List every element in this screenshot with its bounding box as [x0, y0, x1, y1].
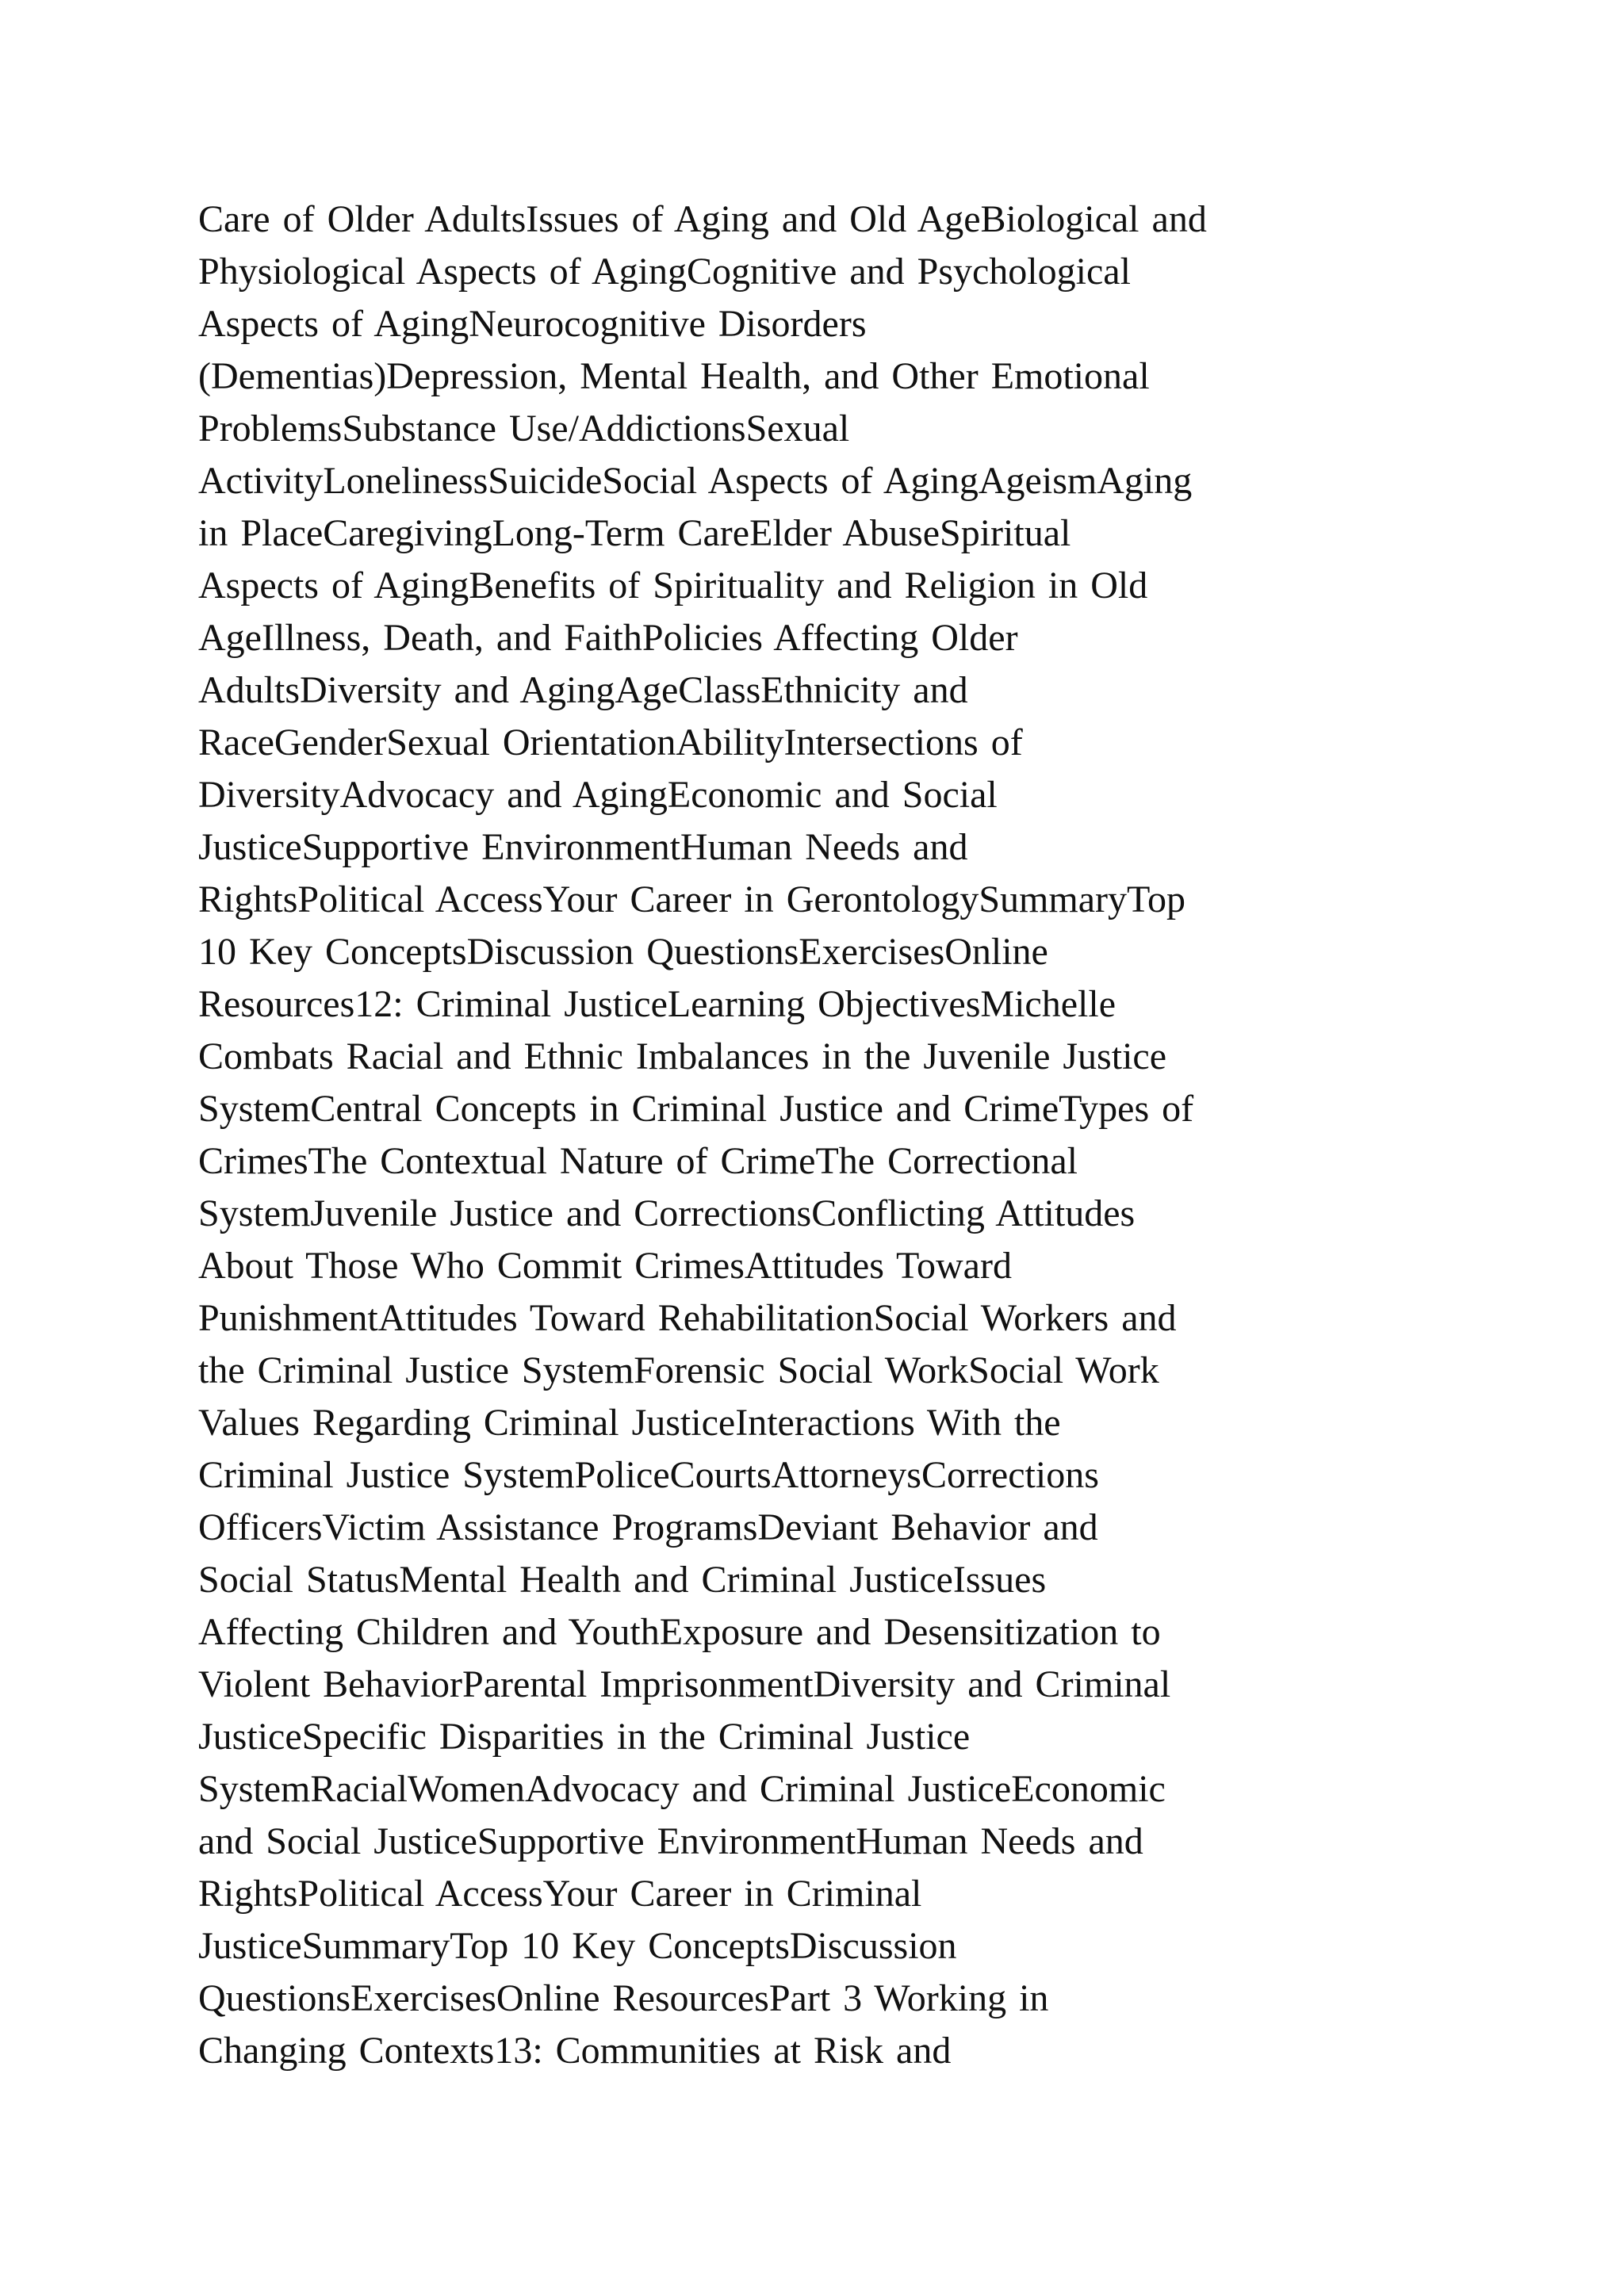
text-line: Combats Racial and Ethnic Imbalances in the Juvenile Justice	[198, 1035, 1167, 1077]
text-line: Changing Contexts13: Communities at Risk and	[198, 2030, 952, 2072]
text-line: ActivityLonelinessSuicideSocial Aspects of AgingAgeismAging	[198, 460, 1193, 502]
text-line: (Dementias)Depression, Mental Health, and Other Emotional	[198, 355, 1150, 397]
text-line: About Those Who Commit CrimesAttitudes Toward	[198, 1245, 1012, 1287]
text-line: RightsPolitical AccessYour Career in Criminal	[198, 1873, 922, 1915]
text-line: SystemRacialWomenAdvocacy and Criminal JusticeEconomic	[198, 1768, 1166, 1810]
text-line: Violent BehaviorParental ImprisonmentDiversity and Criminal	[198, 1663, 1171, 1705]
text-line: Criminal Justice SystemPoliceCourtsAttorneysCorrections	[198, 1454, 1099, 1496]
text-line: ProblemsSubstance Use/AddictionsSexual	[198, 408, 850, 450]
text-line: Care of Older AdultsIssues of Aging and Old AgeBiological and	[198, 198, 1207, 240]
text-line: QuestionsExercisesOnline ResourcesPart 3 Working in	[198, 1977, 1049, 2019]
text-line: Aspects of AgingBenefits of Spirituality and Religion in Old	[198, 564, 1148, 607]
text-line: JusticeSupportive EnvironmentHuman Needs and	[198, 826, 968, 868]
text-line: the Criminal Justice SystemForensic Social WorkSocial Work	[198, 1349, 1159, 1391]
text-line: PunishmentAttitudes Toward RehabilitationSocial Workers and	[198, 1297, 1177, 1339]
text-line: Social StatusMental Health and Criminal JusticeIssues	[198, 1559, 1047, 1601]
text-line: Affecting Children and YouthExposure and Desensitization to	[198, 1611, 1161, 1653]
text-line: AdultsDiversity and AgingAgeClassEthnicity and	[198, 669, 968, 711]
text-line: SystemJuvenile Justice and CorrectionsConflicting Attitudes	[198, 1192, 1136, 1234]
text-line: in PlaceCaregivingLong-Term CareElder AbuseSpiritual	[198, 512, 1071, 554]
text-line: and Social JusticeSupportive EnvironmentHuman Needs and	[198, 1820, 1143, 1862]
text-line: JusticeSpecific Disparities in the Criminal Justice	[198, 1716, 971, 1758]
text-line: RightsPolitical AccessYour Career in GerontologySummaryTop	[198, 878, 1185, 920]
text-line: OfficersVictim Assistance ProgramsDeviant Behavior and	[198, 1506, 1098, 1548]
text-line: JusticeSummaryTop 10 Key ConceptsDiscussion	[198, 1925, 957, 1967]
text-line: SystemCentral Concepts in Criminal Justice and CrimeTypes of	[198, 1088, 1194, 1130]
text-line: 10 Key ConceptsDiscussion QuestionsExercisesOnline	[198, 931, 1048, 973]
text-line: CrimesThe Contextual Nature of CrimeThe Correctional	[198, 1140, 1078, 1182]
text-line: Values Regarding Criminal JusticeInteractions With the	[198, 1402, 1061, 1444]
text-line: Resources12: Criminal JusticeLearning ObjectivesMichelle	[198, 983, 1116, 1025]
text-line: AgeIllness, Death, and FaithPolicies Affecting Older	[198, 617, 1018, 659]
text-line: DiversityAdvocacy and AgingEconomic and Social	[198, 774, 998, 816]
text-line: Physiological Aspects of AgingCognitive and Psychological	[198, 251, 1131, 293]
text-line: RaceGenderSexual OrientationAbilityIntersections of	[198, 721, 1023, 763]
body-text	[198, 193, 1451, 2077]
text-line: Aspects of AgingNeurocognitive Disorders	[198, 303, 867, 345]
